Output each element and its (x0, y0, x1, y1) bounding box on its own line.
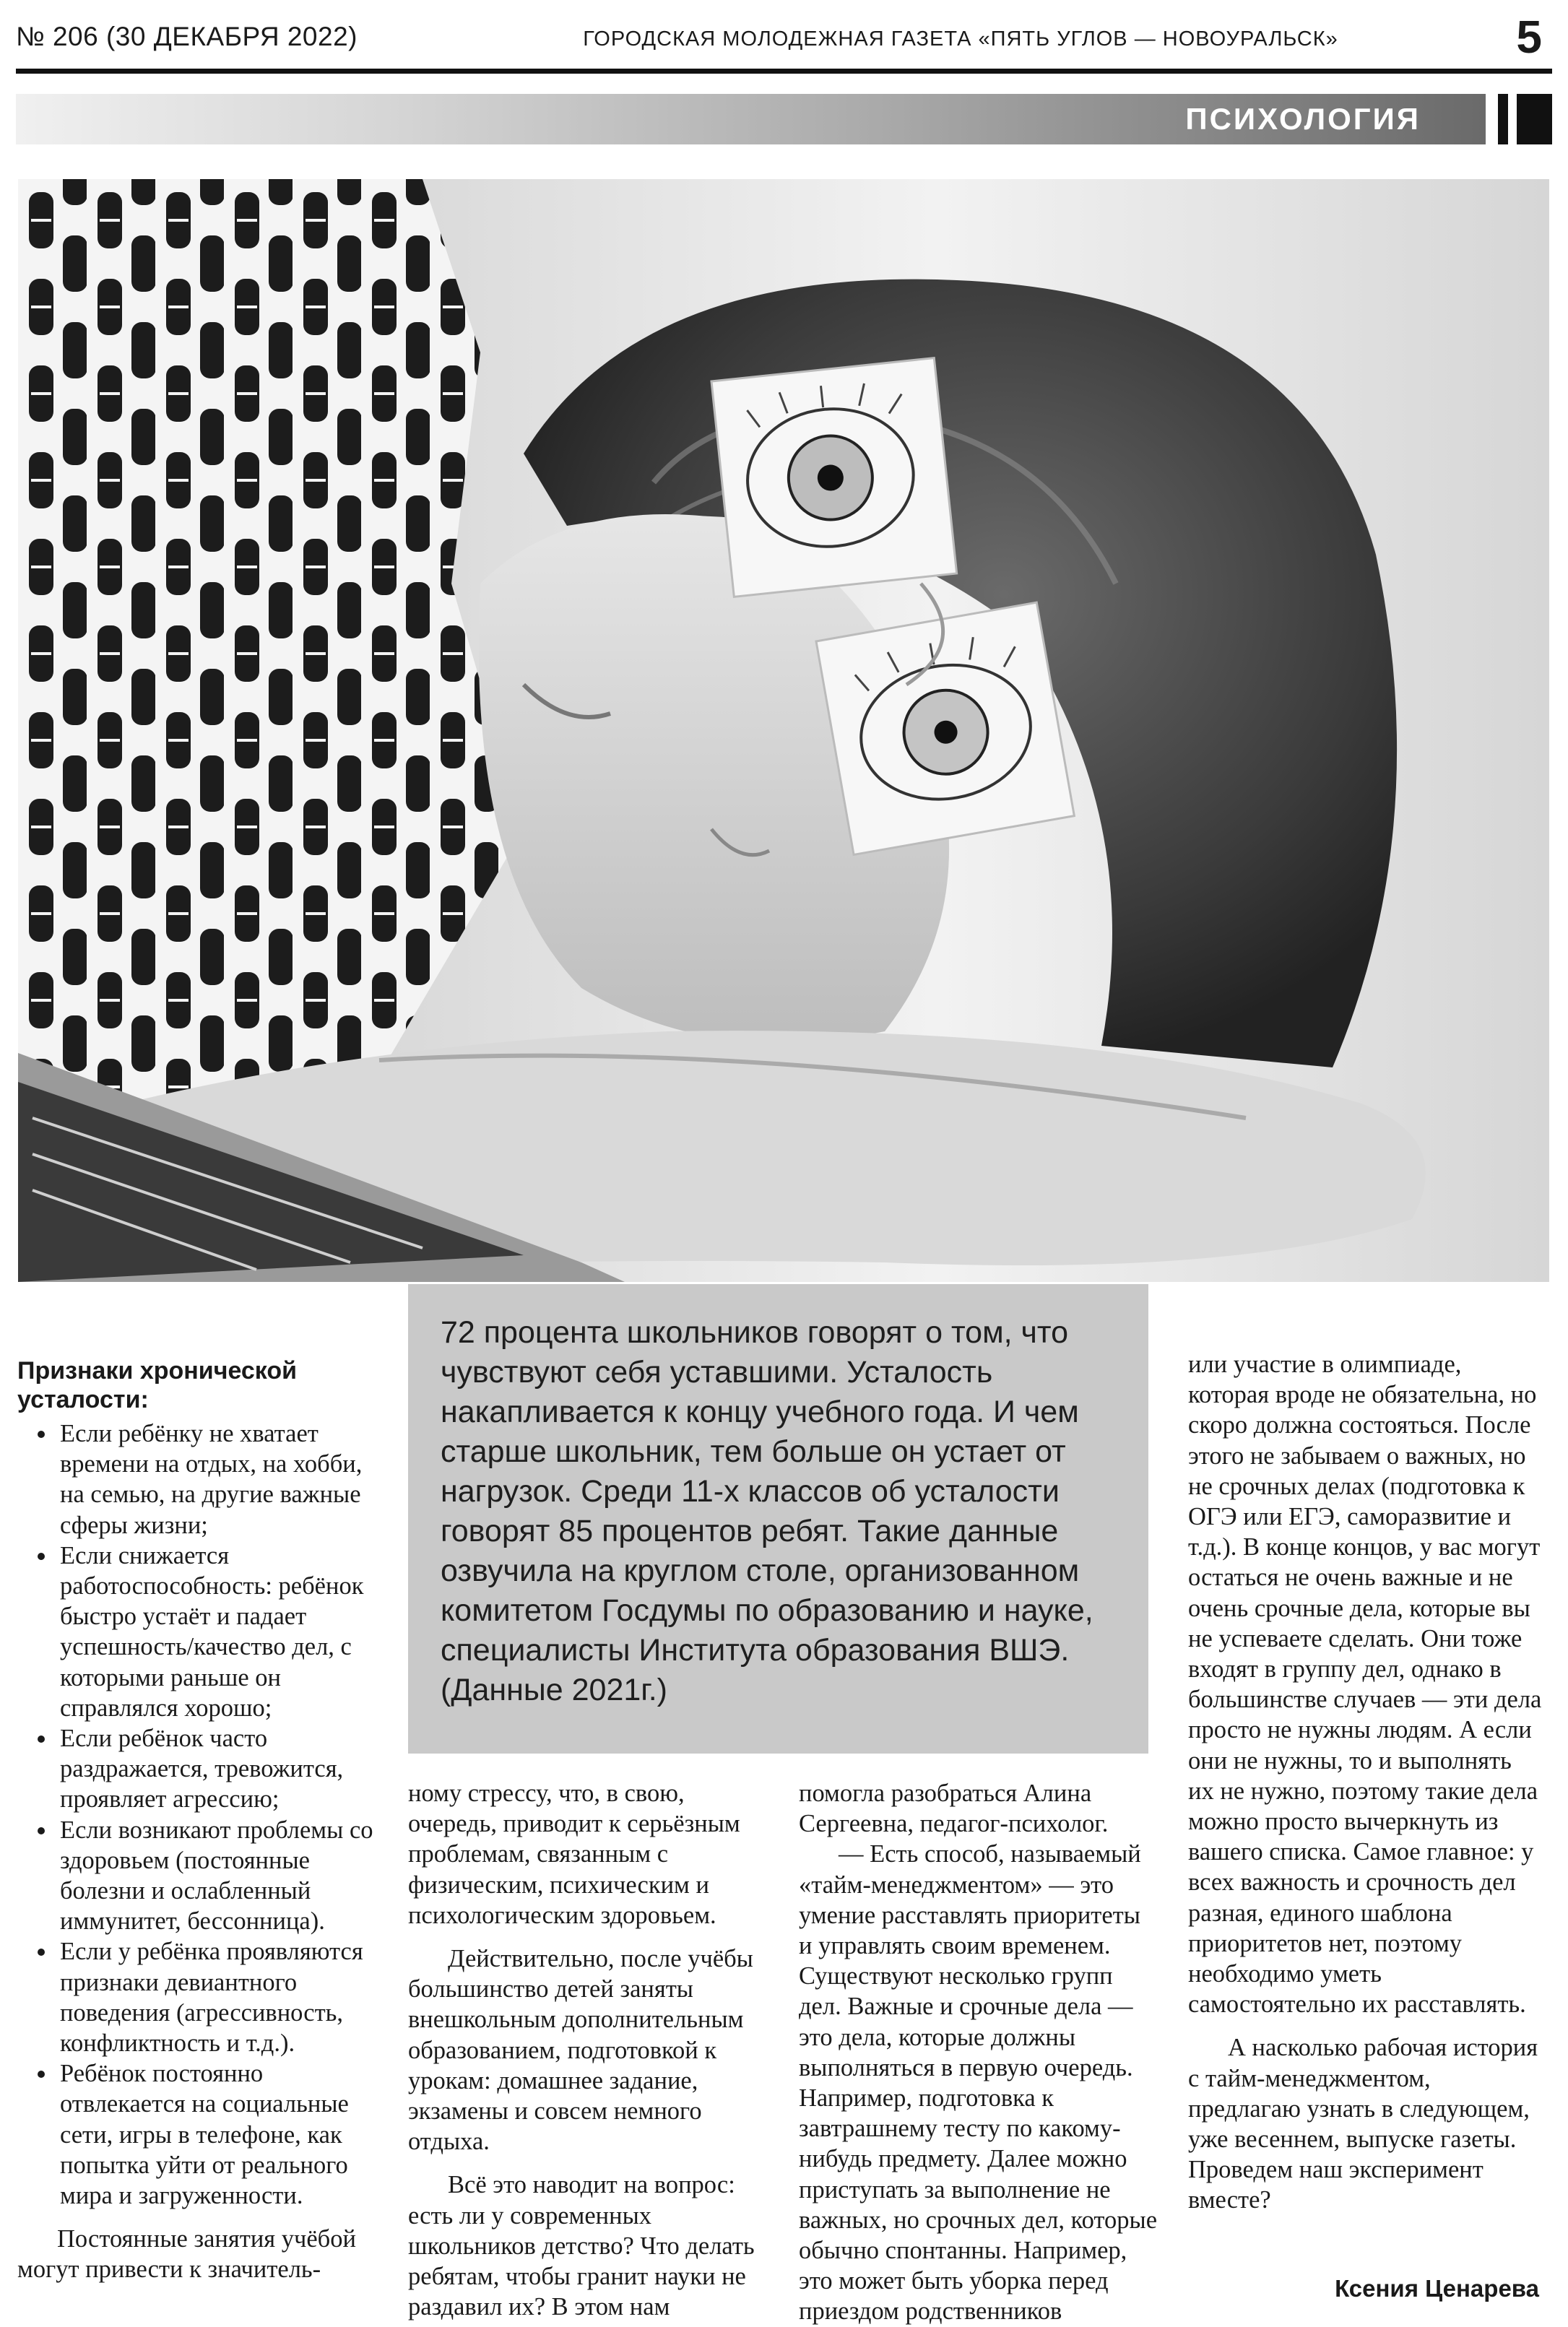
list-item: • Если снижается работоспособность: ребёнок быстро устаёт и падает успешность/качество дел, с которыми раньше он справлялся хорошо; (57, 1540, 375, 1723)
body-paragraph: помогла разобраться Алина Сергеевна, педагог-психолог. (799, 1780, 1109, 1838)
body-paragraph: или участие в олимпиаде, которая вроде не обязательна, но скоро должна состояться. После этого не забываем о важных, но не срочных делах (подготовка к ОГЭ или ЕГЭ, саморазвитие и т.д.). В конце концов, у вас могут остаться не очень важные и не очень срочные дела, которые вы не успеваете сделать. Они тоже входят в группу дел, однако в большинстве случаев — эти дела просто не нужны людям. А если они не нужны, то и выполнять их не нужно, поэтому такие дела можно просто вычеркнуть из вашего списка. Самое главное: у всех важность и срочность дел разная, единого шаблона приоритетов нет, поэтому необходимо уметь самостоятельно их расставлять. (1188, 1351, 1542, 2019)
rubric-bar (16, 94, 1486, 144)
sidebar-column (17, 1349, 375, 2285)
author-byline: Ксения Ценарева (1335, 2275, 1539, 2302)
body-paragraph: Всё это наводит на вопрос: есть ли у современных школьников детство? Что делать ребятам, чтобы гранит науки не раздавил их? В этом нам (408, 2171, 755, 2321)
header-rule (16, 69, 1552, 74)
body-column-2 (408, 1778, 769, 2322)
list-item: • Ребёнок постоянно отвлекается на социальные сети, игры в телефоне, как попытка уйти от реального мира и загруженности. (57, 2058, 375, 2211)
rubric-label: ПСИХОЛОГИЯ (1185, 102, 1421, 136)
issue-number-date: № 206 (30 ДЕКАБРЯ 2022) (16, 22, 358, 51)
rubric-block (1517, 94, 1552, 144)
list-item: • Если у ребёнка проявляются признаки девиантного поведения (агрессивность, конфликтность и т.д.). (57, 1936, 375, 2058)
body-paragraph: ному стрессу, что, в свою, очередь, приводит к серьёзным проблемам, связанным с физическим, психическим и психологическим здоровьем. (408, 1780, 740, 1929)
body-paragraph: Действительно, после учёбы большинство детей заняты внешкольным дополнительным образованием, подготовкой к урокам: домашнее задание, экзамены и совсем немного отдыха. (408, 1945, 753, 2156)
list-item: • Если ребёнку не хватает времени на отдых, на хобби, на семью, на другие важные сферы жизни; (57, 1418, 375, 1540)
callout-box (408, 1284, 1148, 1754)
body-column-3 (799, 1778, 1160, 2327)
signs-list (17, 1418, 375, 2211)
article-photo (18, 179, 1549, 1282)
body-paragraph: — Есть способ, называемый «тайм-менеджментом» — это умение расставлять приоритеты и управлять своим временем. Существуют несколько групп дел. Важные и срочные дела — это дела, которые должны выполняться в первую очередь. Например, подготовка к завтрашнему тесту по какому-нибудь предмету. Далее можно приступать за выполнение не важных, но срочных дел, которые обычно спонтанны. Например, это может быть уборка перед приездом родственников (799, 1840, 1158, 2326)
body-column-4 (1188, 1349, 1542, 2216)
photo-illustration (18, 179, 1549, 1282)
body-paragraph: Постоянные занятия учёбой могут привести к значитель- (17, 2225, 356, 2284)
page-number: 5 (1516, 11, 1542, 63)
body-paragraph: А насколько рабочая история с тайм-менеджментом, предлагаю узнать в следующем, уже весеннем, выпуске газеты. Проведем наш эксперимент вместе? (1188, 2034, 1538, 2214)
newspaper-title: ГОРОДСКАЯ МОЛОДЕЖНАЯ ГАЗЕТА «ПЯТЬ УГЛОВ — НОВОУРАЛЬСК» (583, 27, 1338, 51)
sidebar-title: Признаки хронической усталости: (17, 1357, 298, 1413)
rubric-block (1498, 94, 1508, 144)
list-item: • Если возникают проблемы со здоровьем (постоянные болезни и ослабленный иммунитет, бессонница). (57, 1815, 375, 1937)
callout-text: 72 процента школьников говорят о том, что чувствуют себя уставшими. Усталость накапливается к концу учебного года. И чем старше школьник, тем больше он устает от нагрузок. Среди 11-х классов об усталости говорят 85 процентов ребят. Такие данные озвучила на круглом столе, организованном комитетом Госдумы по образованию и науке, специалисты Института образования ВШЭ. (Данные 2021г.) (441, 1315, 1093, 1707)
list-item: • Если ребёнок часто раздражается, тревожится, проявляет агрессию; (57, 1723, 375, 1815)
